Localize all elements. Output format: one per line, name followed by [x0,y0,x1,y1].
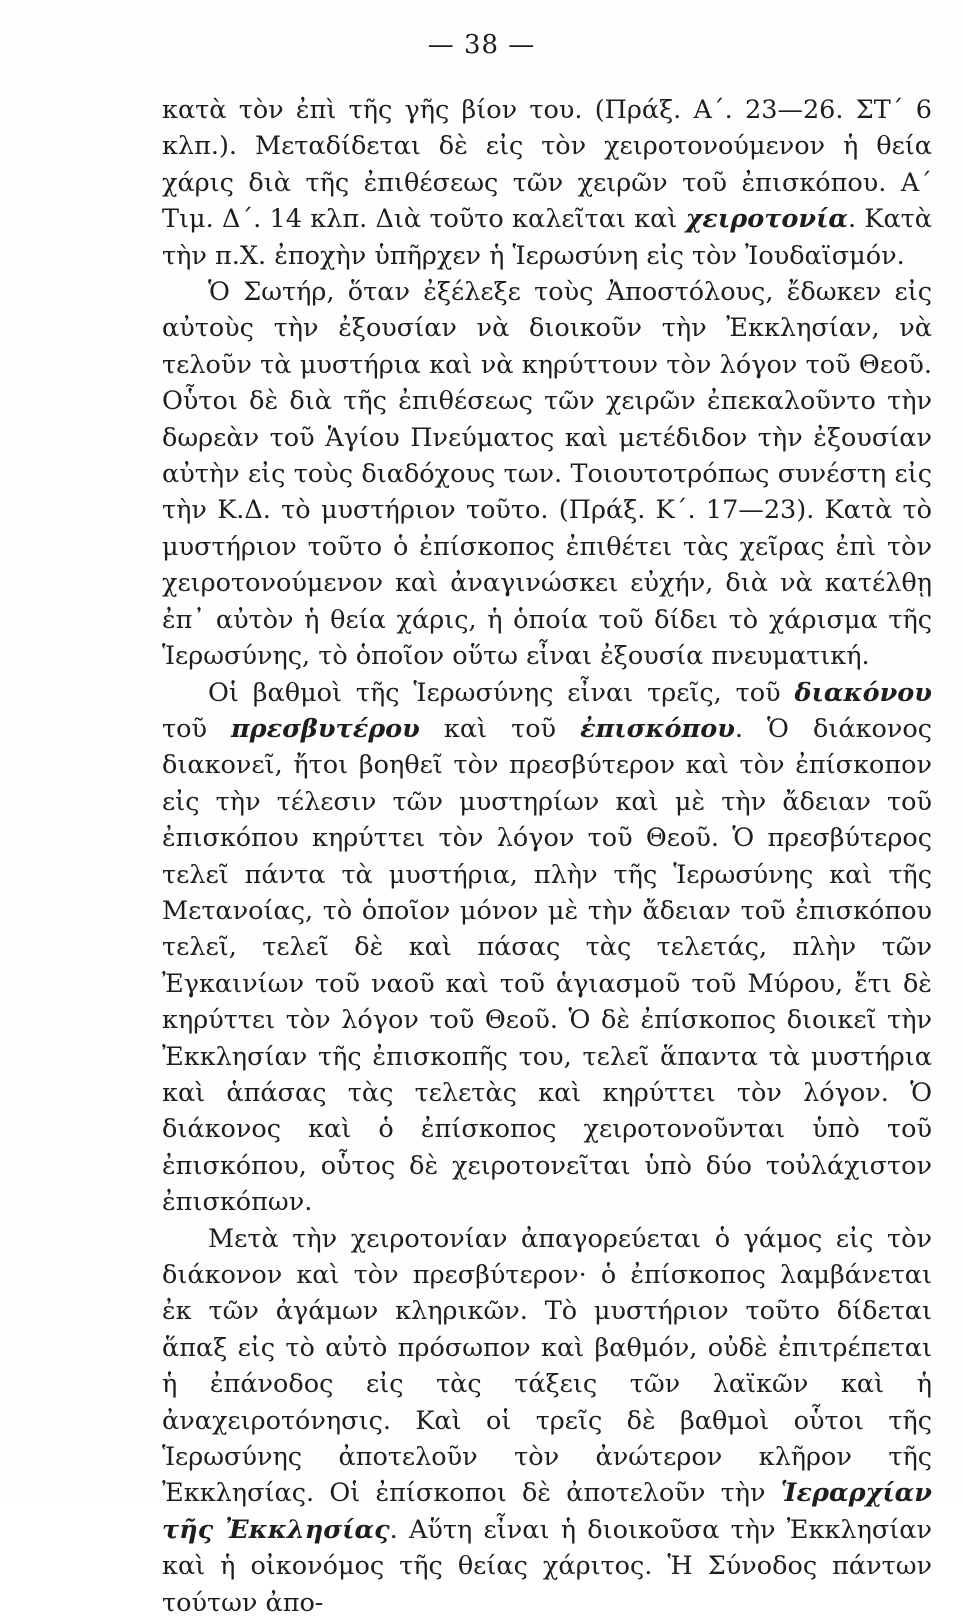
emphasis-term: πρεσβυτέρου [231,713,420,744]
text-run: . Αὕτη εἶναι ἡ διοικοῦσα τὴν Ἐκκλησίαν καὶ ἡ οἰκονόμος τῆς θείας χάριτος. Ἡ Σύνοδος πάντων τούτων ἀπο- [162,1514,932,1618]
paragraph [162,274,932,674]
paragraph [162,675,932,1221]
emphasis-term: ἐπισκόπου [580,713,735,744]
text-run: Οἱ βαθμοὶ τῆς Ἱερωσύνης εἶναι τρεῖς, τοῦ [208,677,795,708]
text-run: Μετὰ τὴν χειροτονίαν ἀπαγορεύεται ὁ γάμος εἰς τὸν διάκονον καὶ τὸν πρεσβύτερον· ὁ ἐπίσκοπος λαμβάνεται ἐκ τῶν ἀγάμων κληρικῶν. Τὸ μυστήριον τοῦτο δίδεται ἅπαξ εἰς τὸ αὐτὸ πρόσωπον καὶ βαθμόν, οὐδὲ ἐπιτρέπεται ἡ ἐπάνοδος εἰς τὰς τάξεις τῶν λαϊκῶν καὶ ἡ ἀναχειροτόνησις. Καὶ οἱ τρεῖς δὲ βαθμοὶ οὗτοι τῆς Ἱερωσύνης ἀποτελοῦν τὸν ἀνώτερον κλῆρον τῆς Ἐκκλησίας. Οἱ ἐπίσκοποι δὲ ἀποτελοῦν τὴν [162,1223,932,1509]
paragraph [162,1221,932,1621]
body-text [162,92,932,1621]
emphasis-term: διακόνου [794,677,932,708]
emphasis-term: Ἱεραρχίαν τῆς Ἐκκλησίας [162,1478,932,1545]
text-run: . Κατὰ τὴν π.Χ. ἐποχὴν ὑπῆρχεν ἡ Ἱερωσύνη εἰς τὸν Ἰουδαϊσμόν. [162,204,933,271]
paragraph [162,92,932,274]
text-run: . Ὁ διάκονος διακονεῖ, ἤτοι βοηθεῖ τὸν πρεσβύτερον καὶ τὸν ἐπίσκοπον εἰς τὴν τέλεσιν τῶν μυστηρίων καὶ μὲ τὴν ἄδειαν τοῦ ἐπισκόπου κηρύττει τὸν λόγον τοῦ Θεοῦ. Ὁ πρεσβύτερος τελεῖ πάντα τὰ μυστήρια, πλὴν τῆς Ἱερωσύνης καὶ τῆς Μετανοίας, τὸ ὁποῖον μόνον μὲ τὴν ἄδειαν τοῦ ἐπισκόπου τελεῖ, τελεῖ δὲ καὶ πάσας τὰς τελετάς, πλὴν τῶν Ἐγκαινίων τοῦ ναοῦ καὶ τοῦ ἁγιασμοῦ τοῦ Μύρου, ἔτι δὲ κηρύττει τὸν λόγον τοῦ Θεοῦ. Ὁ δὲ ἐπίσκοπος διοικεῖ τὴν Ἐκκλησίαν τῆς ἐπισκοπῆς του, τελεῖ ἅπαντα τὰ μυστήρια καὶ ἁπάσας τὰς τελετὰς καὶ κηρύττει τὸν λόγον. Ὁ διάκονος καὶ ὁ ἐπίσκοπος χειροτονοῦνται ὑπὸ τοῦ ἐπισκόπου, οὗτος δὲ χειροτονεῖται ὑπὸ δύο τοὐλάχιστον ἐπισκόπων. [162,713,932,1218]
text-run: τοῦ [162,713,231,744]
text-run: Ὁ Σωτήρ, ὅταν ἐξέλεξε τοὺς Ἀποστόλους, ἔδωκεν εἰς αὐτοὺς τὴν ἐξουσίαν νὰ διοικοῦν τὴν Ἐκκλησίαν, νὰ τελοῦν τὰ μυστήρια καὶ νὰ κηρύττουν τὸν λόγον τοῦ Θεοῦ. Οὗτοι δὲ διὰ τῆς ἐπιθέσεως τῶν χειρῶν ἐπεκαλοῦντο τὴν δωρεὰν τοῦ Ἁγίου Πνεύματος καὶ μετέδιδον τὴν ἐξουσίαν αὐτὴν εἰς τοὺς διαδόχους των. Τοιουτοτρόπως συνέστη εἰς τὴν Κ.Δ. τὸ μυστήριον τοῦτο. (Πράξ. Κ΄. 17—23). Κατὰ τὸ μυστήριον τοῦτο ὁ ἐπίσκοπος ἐπιθέτει τὰς χεῖρας ἐπὶ τὸν χειροτονούμενον καὶ ἀναγινώσκει εὐχήν, διὰ νὰ κατέλθῃ ἐπ᾽ αὐτὸν ἡ θεία χάρις, ἡ ὁποία τοῦ δίδει τὸ χάρισμα τῆς Ἱερωσύνης, τὸ ὁποῖον οὕτω εἶναι ἐξουσία πνευματική. [162,277,932,672]
text-run: κατὰ τὸν ἐπὶ τῆς γῆς βίον του. (Πράξ. Α΄. 23—26. ΣΤ΄ 6 κλπ.). Μεταδίδεται δὲ εἰς τὸν χειροτονούμενον ἡ θεία χάρις διὰ τῆς ἐπιθέσεως τῶν χειρῶν τοῦ ἐπισκόπου. Α΄ Τιμ. Δ΄. 14 κλπ. Διὰ τοῦτο καλεῖται καὶ [162,95,932,235]
text-run: καὶ τοῦ [419,713,581,744]
page-number: — 38 — [427,30,536,60]
emphasis-term: χειροτονία [685,204,849,235]
